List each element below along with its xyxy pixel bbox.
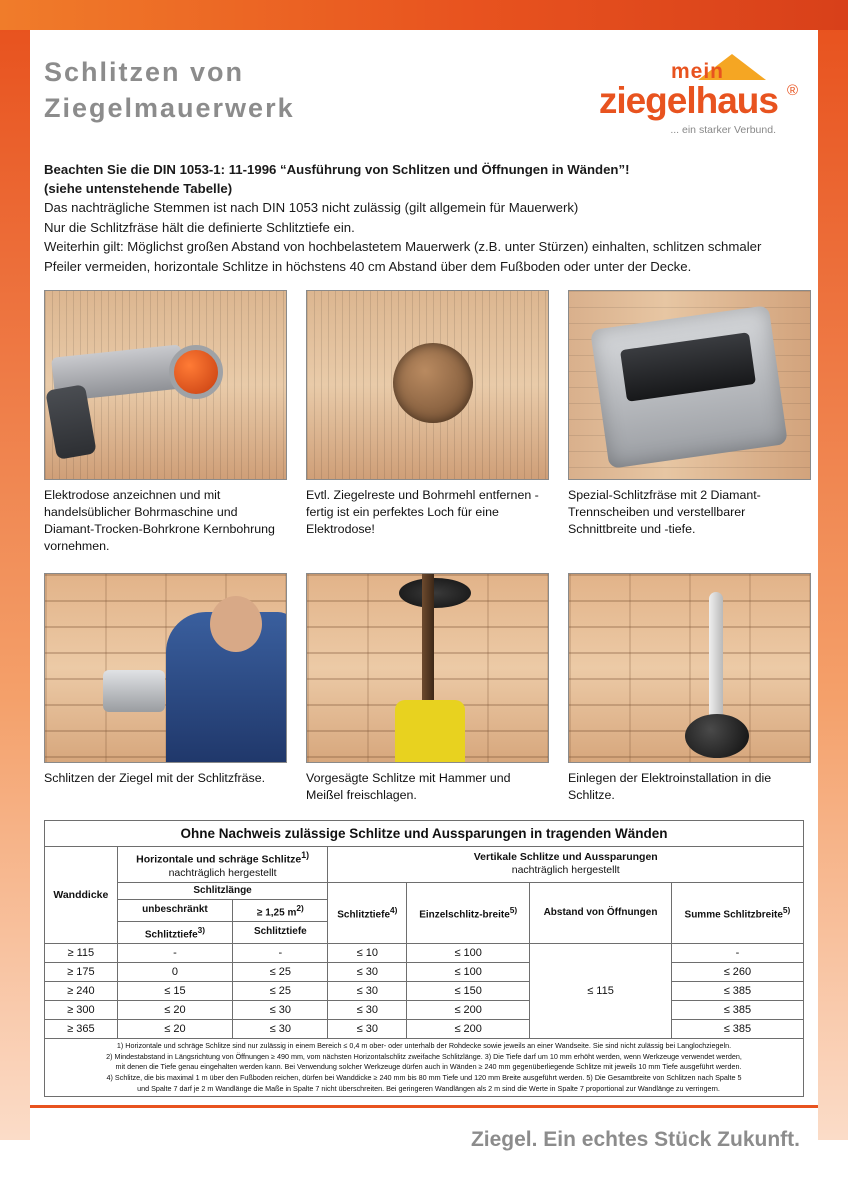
cell-h-unbeschraenkt: 0	[117, 963, 233, 982]
cell-v-tiefe: ≤ 10	[328, 944, 407, 963]
group-vertical-sub: nachträglich hergestellt	[511, 864, 620, 877]
einzelschlitz-label: Einzelschlitz-breite	[419, 909, 510, 921]
table-header-schlitztiefe-vertical	[328, 882, 407, 944]
registered-trademark-icon: ®	[786, 82, 798, 99]
photo-finished-hole	[306, 290, 549, 480]
intro-text	[38, 160, 810, 276]
footnote-1: 1) Horizontale und schräge Schlitze sind nur zulässig in einem Bereich ≤ 0,4 m ober- oder unterhalb der Rohdecke sowie jeweils an einer Wandseite. Sie sind nicht zulässig bei Langlochziegeln.	[116, 1041, 732, 1051]
table-header-schlitztiefe-h1	[117, 921, 233, 943]
cell-v-summe: ≤ 260	[671, 963, 803, 982]
page-content	[30, 30, 818, 1140]
cell-wanddicke: ≥ 115	[45, 944, 118, 963]
cell-v-summe: -	[671, 944, 803, 963]
photo-cell-6	[568, 573, 811, 810]
table-header-wanddicke: Wanddicke	[45, 847, 118, 944]
einzelschlitz-sup: 5)	[509, 905, 518, 916]
group-vertical-label: Vertikale Schlitze und Aussparungen	[473, 851, 658, 864]
cell-h-unbeschraenkt: ≤ 20	[117, 1001, 233, 1020]
group-horizontal-label: Horizontale und schräge Schlitze	[136, 853, 302, 866]
intro-line-6: Pfeiler vermeiden, horizontale Schlitze in höchstens 40 cm Abstand über dem Fußboden oder unter der Decke.	[44, 258, 692, 274]
table-header-group-vertical	[328, 847, 804, 883]
cell-h-unbeschraenkt: ≤ 20	[117, 1020, 233, 1039]
intro-line-1: Beachten Sie die DIN 1053-1: 11-1996 “Ausführung von Schlitzen und Öffnungen in Wänden”!	[44, 162, 630, 177]
photo-cell-5	[306, 573, 549, 810]
photo-cell-4	[44, 573, 287, 810]
cell-v-tiefe: ≤ 30	[328, 1020, 407, 1039]
regulation-table-wrapper	[38, 820, 810, 1097]
cell-wanddicke: ≥ 175	[45, 963, 118, 982]
footnote-2-cont: mit denen die Tiefe genau eingehalten werden kann. Bei Verwendung solcher Werkzeuge dürfen auch in Wänden ≥ 240 mm gegenüberliegende Schlitze mit jeweils 10 mm Tiefe ausgeführt werden.	[115, 1062, 742, 1072]
footer-divider	[30, 1105, 818, 1108]
table-footnotes	[45, 1039, 804, 1097]
photo-cell-3	[568, 290, 811, 559]
gloved-hand-art	[395, 700, 465, 762]
intro-line-4: Nur die Schlitzfräse hält die definierte Schlitztiefe ein.	[44, 219, 355, 235]
diamond-core-bit-art	[169, 345, 223, 399]
photo-caption-5: Vorgesägte Schlitze mit Hammer und Meißel freischlagen.	[306, 771, 511, 802]
cell-wanddicke: ≥ 240	[45, 982, 118, 1001]
right-accent-bar	[818, 30, 848, 1140]
table-header-geq125	[233, 899, 328, 921]
cell-v-summe: ≤ 385	[671, 1001, 803, 1020]
table-header-einzelschlitzbreite	[407, 882, 530, 944]
schlitztiefe-v-label: Schlitztiefe	[337, 909, 391, 921]
photo-row-top	[38, 290, 810, 559]
table-header-summe-schlitzbreite	[671, 882, 803, 944]
cell-wanddicke: ≥ 365	[45, 1020, 118, 1039]
page-title-line2: Ziegelmauerwerk	[44, 93, 295, 123]
footnote-5-cont: und Spalte 7 darf je 2 m Wandlänge die Maße in Spalte 7 nicht überschreiten. Bei geringeren Wandlängen als 2 m sind die Werte in Spalte 7 proportional zur Wandlänge zu verringern.	[137, 1083, 720, 1093]
regulation-table	[44, 820, 804, 1097]
intro-line-5: Weiterhin gilt: Möglichst großen Abstand von hochbelastetem Mauerwerk (z.B. unter Stürzen) einhalten, schlitzen schmaler	[44, 239, 762, 254]
logo-word-ziegelhaus: ziegelhaus	[598, 80, 778, 121]
cell-h-unbeschraenkt: ≤ 15	[117, 982, 233, 1001]
table-header-schlitzlaenge: Schlitzlänge	[117, 882, 328, 899]
cell-v-einzelbreite: ≤ 150	[407, 982, 530, 1001]
cell-h-geq125: -	[233, 944, 328, 963]
brand-logo	[552, 52, 802, 140]
table-row	[45, 963, 804, 982]
photo-row-bottom	[38, 573, 810, 810]
geq125-sup: 2)	[296, 902, 304, 913]
table-row	[45, 1020, 804, 1039]
photo-caption-3: Spezial-Schlitzfräse mit 2 Diamant-Trennscheiben und verstellbarer Schnittbreite und -tiefe.	[568, 488, 761, 536]
cell-v-tiefe: ≤ 30	[328, 963, 407, 982]
geq125-label: ≥ 1,25 m	[256, 906, 297, 918]
schlitztiefe-v-sup: 4)	[390, 905, 398, 916]
logo-tagline: ... ein starker Verbund.	[670, 124, 776, 136]
cell-v-einzelbreite: ≤ 100	[407, 944, 530, 963]
cell-h-geq125: ≤ 30	[233, 1001, 328, 1020]
top-accent-bar	[0, 0, 848, 30]
table-title: Ohne Nachweis zulässige Schlitze und Aussparungen in tragenden Wänden	[45, 821, 804, 847]
cell-h-geq125: ≤ 25	[233, 963, 328, 982]
table-row	[45, 1001, 804, 1020]
cell-v-einzelbreite: ≤ 200	[407, 1001, 530, 1020]
photo-drill-core	[44, 290, 287, 480]
table-header-unbeschraenkt: unbeschränkt	[117, 899, 233, 921]
photo-cell-1	[44, 290, 287, 559]
cell-h-geq125: ≤ 25	[233, 982, 328, 1001]
summe-label: Summe Schlitzbreite	[684, 909, 783, 921]
intro-line-2: (siehe untenstehende Tabelle)	[44, 181, 233, 196]
photo-wall-chaser	[568, 290, 811, 480]
schlitztiefe-h-sup: 3)	[197, 924, 206, 935]
photo-chasing-wall	[44, 573, 287, 763]
footer-slogan: Ziegel. Ein echtes Stück Zukunft.	[470, 1128, 800, 1151]
photo-caption-1: Elektrodose anzeichnen und mit handelsüblicher Bohrmaschine und Diamant-Trocken-Bohrkrone Kernbohrung vornehmen.	[44, 488, 275, 553]
chaser-tool-art	[103, 670, 165, 712]
footnote-4: 4) Schlitze, die bis maximal 1 m über den Fußboden reichen, dürfen bei Wanddicke ≥ 240 mm bis 80 mm Tiefe und 120 mm Breite ausgeführt werden. 5) Die Gesamtbreite von Schlitzen nach Spalte 5	[106, 1072, 742, 1082]
left-accent-bar	[0, 30, 30, 1140]
logo-word-mein: mein	[670, 60, 724, 83]
summe-sup: 5)	[782, 905, 791, 916]
intro-line-3: Das nachträgliche Stemmen ist nach DIN 1053 nicht zulässig (gilt allgemein für Mauerwerk)	[44, 200, 579, 215]
cell-v-tiefe: ≤ 30	[328, 1001, 407, 1020]
photo-caption-2: Evtl. Ziegelreste und Bohrmehl entfernen - fertig ist ein perfektes Loch für eine Elektrodose!	[306, 488, 539, 536]
cell-v-summe: ≤ 385	[671, 982, 803, 1001]
page-title-line1: Schlitzen von	[44, 57, 245, 87]
footnote-2: 2) Mindestabstand in Längsrichtung von Öffnungen ≥ 490 mm, vom nächsten Horizontalschlitz zweifache Schlitzlänge. 3) Die Tiefe darf um 10 mm erhöht werden, wenn Werkzeuge verwendet werden,	[106, 1051, 742, 1061]
cell-v-summe: ≤ 385	[671, 1020, 803, 1039]
table-header-abstand-oeffnungen: Abstand von Öffnungen	[530, 882, 672, 944]
cell-v-einzelbreite: ≤ 200	[407, 1020, 530, 1039]
worker-head-art	[210, 596, 262, 652]
photo-install-conduit	[568, 573, 811, 763]
photo-cell-2	[306, 290, 549, 559]
group-horizontal-sup: 1)	[301, 850, 310, 860]
table-header-schlitztiefe-h2: Schlitztiefe	[233, 921, 328, 943]
cell-v-einzelbreite: ≤ 100	[407, 963, 530, 982]
drilled-hole-art	[393, 343, 473, 423]
table-header-group-horizontal	[117, 847, 328, 883]
socket-box-art	[399, 578, 471, 608]
electrical-box-art	[685, 714, 749, 758]
conduit-art	[709, 592, 723, 727]
cell-h-unbeschraenkt: -	[117, 944, 233, 963]
photo-hammer-chisel	[306, 573, 549, 763]
photo-caption-6: Einlegen der Elektroinstallation in die Schlitze.	[568, 771, 772, 802]
schlitztiefe-h-label: Schlitztiefe	[144, 929, 198, 941]
group-horizontal-sub: nachträglich hergestellt	[168, 866, 277, 879]
page-header	[38, 48, 810, 160]
photo-caption-4: Schlitzen der Ziegel mit der Schlitzfräse.	[44, 771, 266, 785]
cell-v-abstand: ≤ 115	[530, 944, 672, 1039]
cell-h-geq125: ≤ 30	[233, 1020, 328, 1039]
page-title	[44, 54, 295, 126]
cell-wanddicke: ≥ 300	[45, 1001, 118, 1020]
cell-v-tiefe: ≤ 30	[328, 982, 407, 1001]
table-row	[45, 944, 804, 963]
table-row	[45, 982, 804, 1001]
